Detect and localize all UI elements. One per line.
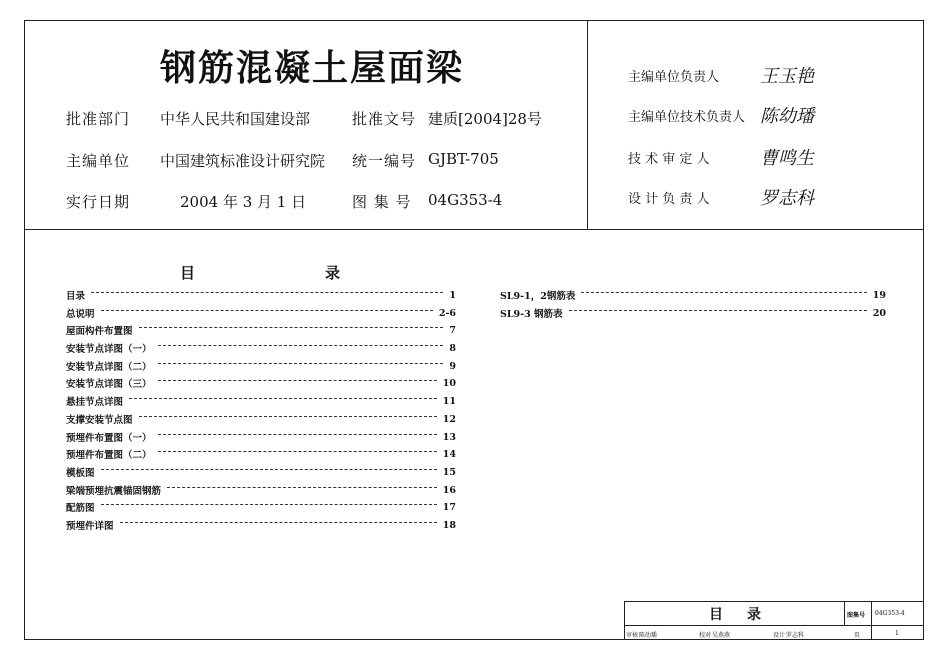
toc-item[interactable]: [66, 447, 456, 461]
title-block-title-left: 目: [709, 607, 723, 623]
toc-item-page: 10: [442, 377, 456, 389]
toc-item-page: 11: [442, 395, 456, 407]
toc-item-page: 16: [442, 484, 456, 496]
title-block-row-divider: [625, 625, 923, 626]
toc-leader: [158, 451, 437, 452]
page-label: 页: [854, 632, 861, 639]
atlas-no-label: 图 集 号: [352, 193, 412, 211]
toc-leader: [129, 398, 437, 399]
role-chief-unit: 主编单位负责人: [628, 70, 720, 85]
approval-doc-label: 批准文号: [352, 110, 417, 128]
toc-item-title: 配筋图: [66, 503, 95, 514]
toc-item-title: SL9-3 钢筋表: [500, 309, 563, 320]
toc-item-title: 屋面构件布置图: [66, 326, 133, 337]
date: 2004 年 3 月 1 日: [180, 193, 307, 211]
toc-item[interactable]: [66, 465, 456, 479]
toc-item-page: 14: [442, 448, 456, 460]
toc-leader: [101, 504, 437, 505]
toc-item[interactable]: [66, 323, 456, 337]
toc-item-title: 预埋件布置图（一）: [66, 433, 152, 444]
toc-item-page: 19: [872, 289, 886, 301]
toc-item-page: 15: [442, 466, 456, 478]
header-vertical-divider: [587, 20, 588, 229]
toc-item-title: 目录: [66, 291, 86, 302]
toc-item[interactable]: [66, 430, 456, 444]
toc-item-page: 7: [449, 324, 456, 336]
toc-item-title: 预埋件详图: [66, 521, 114, 532]
review-label: 审核: [626, 632, 639, 639]
design-name: 罗志科: [786, 632, 805, 639]
toc-item[interactable]: [66, 306, 456, 320]
toc-item-page: 17: [442, 501, 456, 513]
toc-leader: [158, 380, 437, 381]
toc-leader: [101, 469, 437, 470]
atlas-value: 04G353-4: [875, 610, 905, 617]
toc-title-left: 目: [180, 264, 196, 282]
toc-item-title: 预埋件布置图（二）: [66, 450, 152, 461]
toc-item-page: 9: [449, 360, 456, 372]
title-block-title-right: 录: [747, 607, 761, 623]
toc-leader: [158, 363, 444, 364]
role-designer: 设 计 负 责 人: [628, 192, 710, 207]
toc-item-title: 安装节点详图（三）: [66, 379, 152, 390]
toc-leader: [139, 416, 437, 417]
toc-item-page: 12: [442, 413, 456, 425]
design-label: 设计: [773, 632, 786, 639]
toc-item-title: 总说明: [66, 309, 95, 320]
toc-item-title: 梁端预埋抗震锚固钢筋: [66, 486, 162, 497]
editor-label: 主编单位: [66, 152, 131, 170]
toc-item[interactable]: [66, 500, 456, 514]
toc-item-title: 安装节点详图（二）: [66, 362, 152, 373]
toc-item-title: 悬挂节点详图: [66, 397, 124, 408]
title-block: [624, 601, 924, 640]
signature-chief-unit: 王玉艳: [760, 66, 814, 87]
unified-no: GJBT-705: [428, 150, 499, 168]
toc-leader: [158, 434, 437, 435]
toc-item[interactable]: [66, 518, 456, 532]
toc-leader: [158, 345, 444, 346]
toc-item-page: 20: [872, 307, 886, 319]
toc-item[interactable]: [66, 376, 456, 390]
toc-item-title: SL9-1，2钢筋表: [500, 291, 576, 302]
check-name: 吴燕燕: [712, 632, 731, 639]
approval-dept: 中华人民共和国建设部: [160, 110, 311, 128]
toc-item-title: 支撑安装节点图: [66, 415, 133, 426]
atlas-no: 04G353-4: [428, 191, 503, 209]
toc-item[interactable]: [66, 394, 456, 408]
toc-item-title: 安装节点详图（一）: [66, 344, 152, 355]
approval-dept-label: 批准部门: [66, 110, 131, 128]
toc-leader: [101, 310, 433, 311]
page-value: 1: [895, 630, 899, 637]
toc-title: [180, 262, 340, 283]
toc-item-title: 模板图: [66, 468, 95, 479]
toc-title-right: 录: [324, 264, 340, 282]
toc-item-page: 8: [449, 342, 456, 354]
review-name: 陈幼璠: [639, 632, 658, 639]
title-block-title: [625, 604, 845, 624]
toc-leader: [581, 292, 866, 293]
toc-item-page: 2-6: [438, 307, 456, 319]
toc-item[interactable]: [66, 483, 456, 497]
toc-leader: [91, 292, 443, 293]
toc-leader: [569, 310, 867, 311]
unified-no-label: 统一编号: [352, 152, 417, 170]
toc-leader: [167, 487, 437, 488]
toc-item[interactable]: [500, 306, 886, 320]
toc-item-page: 13: [442, 431, 456, 443]
page-title: 钢筋混凝土屋面梁: [160, 48, 465, 89]
approval-doc: 建质[2004]28号: [428, 110, 542, 128]
toc-item[interactable]: [66, 341, 456, 355]
date-label: 实行日期: [66, 193, 131, 211]
toc-item[interactable]: [500, 288, 886, 302]
editor: 中国建筑标准设计研究院: [160, 152, 326, 170]
toc-leader: [139, 327, 444, 328]
toc-item-page: 18: [442, 519, 456, 531]
signature-reviewer: 曹鸣生: [760, 148, 814, 169]
toc-item[interactable]: [66, 359, 456, 373]
signature-tech-chief: 陈幼璠: [760, 106, 814, 127]
toc-item[interactable]: [66, 288, 456, 302]
header-divider: [24, 229, 924, 230]
atlas-label: 图集号: [847, 612, 866, 619]
toc-leader: [120, 522, 437, 523]
toc-item[interactable]: [66, 412, 456, 426]
signature-designer: 罗志科: [760, 188, 814, 209]
check-label: 校对: [699, 632, 712, 639]
toc-item-page: 1: [449, 289, 456, 301]
role-reviewer: 技 术 审 定 人: [628, 152, 710, 167]
role-tech-chief: 主编单位技术负责人: [628, 110, 746, 125]
